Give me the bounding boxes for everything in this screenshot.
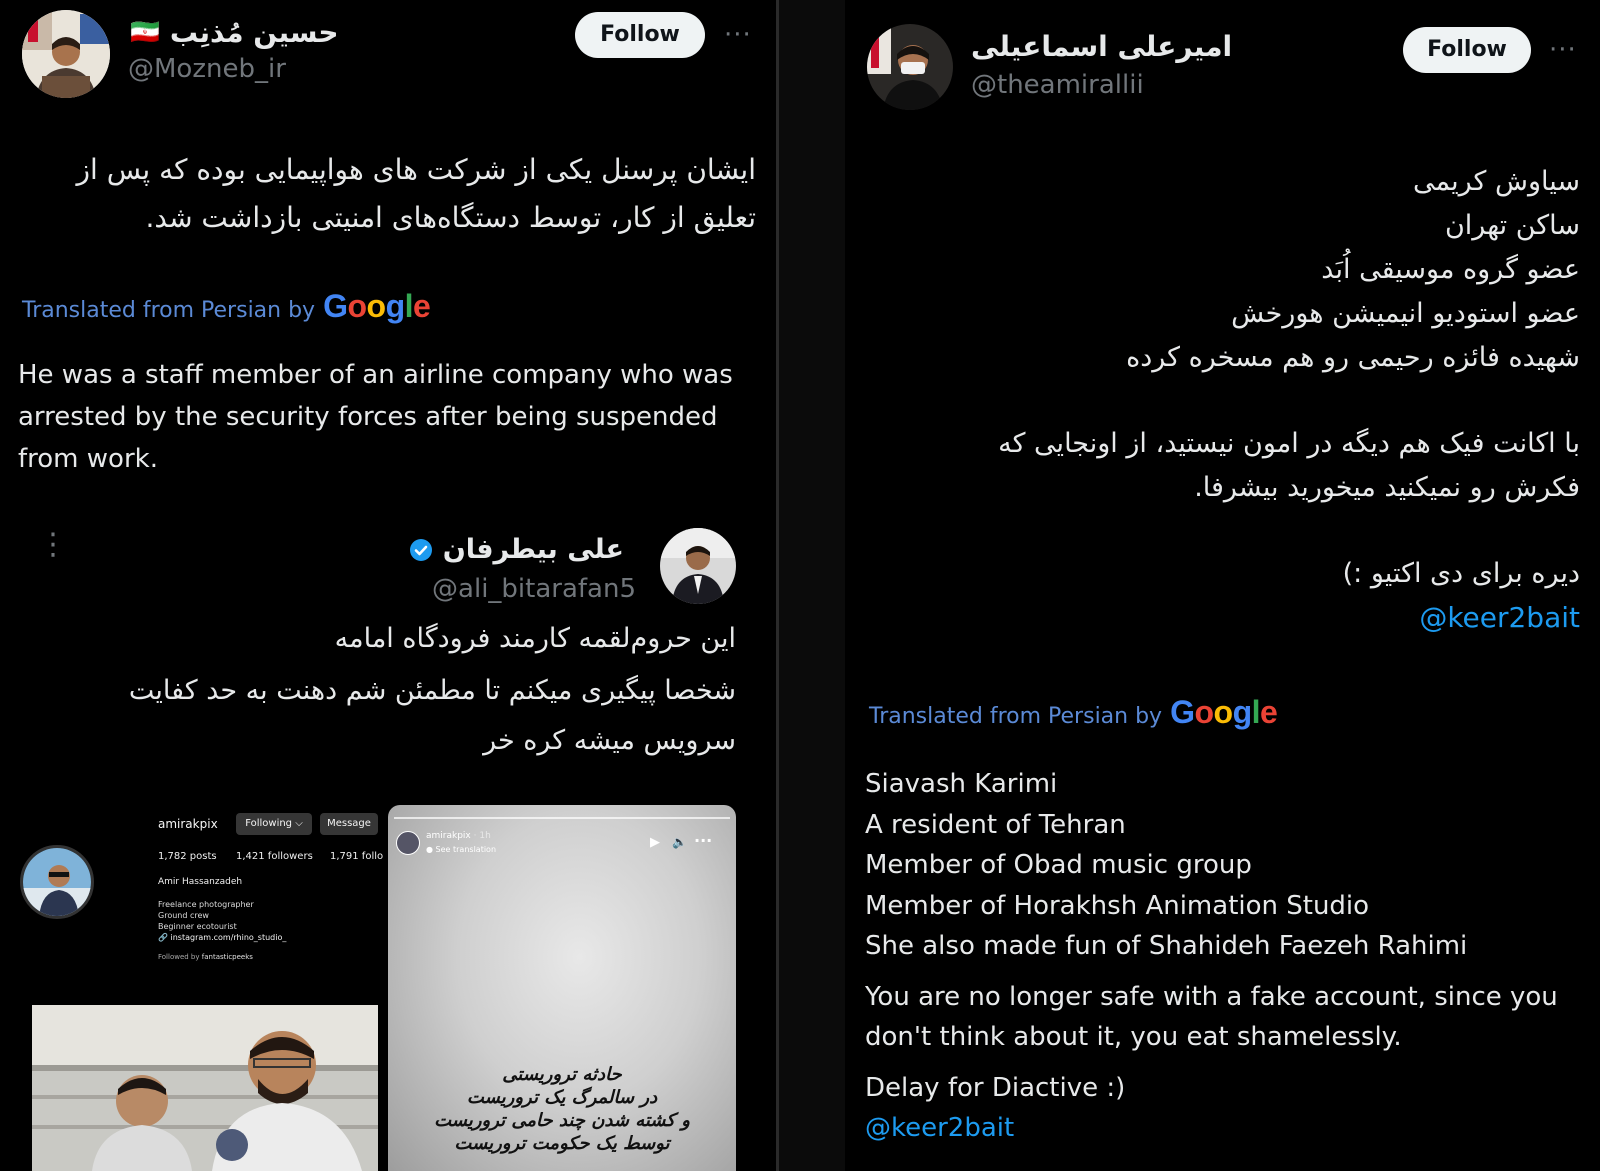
google-logo: Google	[1170, 694, 1278, 730]
instagram-message-button[interactable]: Message	[320, 813, 378, 835]
story-see-translation[interactable]: ● See translation	[426, 845, 497, 854]
instagram-followed-by-user: fantasticpeeks	[201, 953, 253, 961]
quoted-author-avatar[interactable]	[660, 528, 736, 604]
divider	[776, 0, 845, 1171]
author-handle[interactable]: @theamirallii	[971, 70, 1144, 100]
story-caption-line: و کشته شدن چند حامی تروریست	[434, 1110, 690, 1131]
translation-line: arrested by the security forces after being suspended	[18, 402, 718, 432]
story-caption-line: حادثه تروریستی	[502, 1064, 622, 1085]
translation-line: from work.	[18, 444, 158, 474]
instagram-bio-line: Ground crew	[158, 911, 209, 920]
author-name[interactable]: حسین مُذنِب	[169, 15, 339, 49]
story-more-icon[interactable]: ···	[694, 831, 713, 850]
instagram-followed-by-label: Followed by	[158, 953, 200, 961]
country-flag: 🇮🇷	[130, 18, 160, 46]
follow-button[interactable]: Follow	[1403, 27, 1531, 73]
tweet-original-line: تعلیق از کار، توسط دستگاه‌های امنیتی بازداشت شد.	[145, 201, 756, 234]
play-icon[interactable]: ▶	[650, 835, 660, 850]
translation-line: don't think about it, you eat shamelessly.	[865, 1022, 1402, 1052]
quoted-author-name[interactable]: علی بیطرفان	[442, 534, 624, 565]
tweet-original-line: دیره برای دی اکتیو :)	[1342, 558, 1580, 589]
translation-line: She also made fun of Shahideh Faezeh Rahimi	[865, 931, 1468, 961]
translated-by-google-link[interactable]: Translated from Persian by Google	[22, 288, 431, 324]
mute-icon[interactable]: 🔈	[672, 835, 687, 849]
mention-link[interactable]: @keer2bait	[1419, 601, 1580, 634]
quoted-author-handle[interactable]: @ali_bitarafan5	[432, 574, 636, 604]
story-time: · 1h	[473, 831, 491, 841]
quoted-text-line: شخصا پیگیری میکنم تا مطمئن شم دهنت به حد کفایت	[128, 675, 736, 706]
quoted-text-line: سرویس میشه کره خر	[483, 725, 736, 756]
instagram-full-name: Amir Hassanzadeh	[158, 877, 243, 887]
instagram-following-button[interactable]: Following ⌵	[236, 813, 312, 835]
divider-line	[776, 0, 779, 1171]
translation-line: He was a staff member of an airline company who was	[18, 360, 733, 390]
instagram-bio-line: Freelance photographer	[158, 900, 254, 909]
left-tweet	[0, 0, 776, 1171]
story-caption-line: توسط یک حکومت تروریست	[454, 1133, 670, 1154]
story-caption-line: در سالمرگ یک تروریست	[466, 1087, 658, 1108]
story-username: amirakpix	[426, 831, 471, 841]
translated-by-google-link[interactable]: Translated from Persian by Google	[869, 694, 1278, 730]
story-author-avatar	[396, 831, 420, 855]
author-handle[interactable]: @Mozneb_ir	[128, 54, 286, 84]
tweet-original-line: سیاوش کریمی	[1413, 166, 1580, 197]
author-name[interactable]: امیرعلی اسماعیلی	[971, 30, 1233, 63]
tweet-original-line: عضو گروه موسیقی اُبَد	[1321, 254, 1580, 285]
more-options-icon[interactable]: ···	[724, 20, 752, 50]
author-avatar[interactable]	[22, 10, 110, 98]
author-avatar[interactable]	[867, 24, 953, 110]
instagram-bio-line: Beginner ecotourist	[158, 922, 237, 931]
instagram-post-photo	[32, 1005, 378, 1171]
translation-line: You are no longer safe with a fake account, since you	[865, 981, 1558, 1012]
translation-line: A resident of Tehran	[865, 809, 1126, 840]
instagram-username: amirakpix	[158, 817, 218, 831]
instagram-profile-image[interactable]	[32, 805, 386, 1171]
instagram-story-image[interactable]	[388, 805, 736, 1171]
tweet-original-line: فکرش رو نمیکنید میخورید بیشرفا.	[1194, 472, 1580, 503]
translation-line: Siavash Karimi	[865, 769, 1058, 799]
tweet-original-line: عضو استودیو انیمیشن هورخش	[1231, 298, 1580, 329]
quoted-text-line: این حروم‌لقمه کارمند فرودگاه امامه	[334, 623, 736, 654]
tweet-original-line: ایشان پرسنل یکی از شرکت های هواپیمایی بوده که پس از	[76, 153, 756, 186]
translation-line: Member of Horakhsh Animation Studio	[865, 890, 1370, 921]
translation-line: Member of Obad music group	[865, 850, 1252, 880]
instagram-bio-line: 🔗 instagram.com/rhino_studio_	[158, 933, 287, 942]
translation-line: Delay for Diactive :)	[865, 1072, 1126, 1103]
more-options-icon[interactable]: ···	[1549, 35, 1577, 65]
mention-link[interactable]: @keer2bait	[865, 1113, 1015, 1143]
right-tweet	[845, 0, 1600, 1171]
verified-badge-icon	[409, 538, 433, 562]
instagram-posts-count: 1,782 posts	[158, 851, 217, 862]
tweet-original-line: با اکانت فیک هم دیگه در امون نیستید، از اونجایی که	[998, 428, 1580, 459]
follow-button[interactable]: Follow	[575, 12, 705, 58]
tweet-original-line: ساکن تهران	[1444, 210, 1580, 241]
instagram-profile-avatar	[20, 845, 94, 919]
quoted-more-options-icon[interactable]: ⋮	[38, 527, 69, 562]
tweet-original-line: شهیده فائزه رحیمی رو هم مسخره کرده	[1126, 342, 1580, 373]
instagram-following-count: 1,791 follo	[330, 851, 384, 862]
instagram-followers-count: 1,421 followers	[236, 851, 313, 862]
google-logo: Google	[323, 288, 431, 324]
